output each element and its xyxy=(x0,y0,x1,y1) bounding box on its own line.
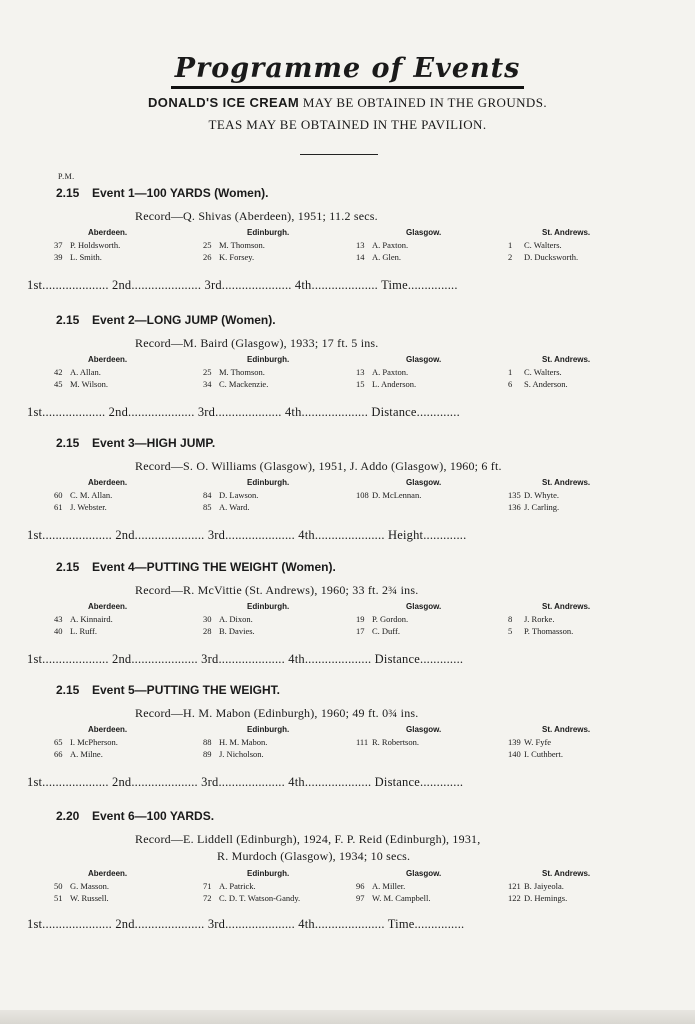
competitor-name: M. Thomson. xyxy=(219,367,265,377)
team-header: Edinburgh. xyxy=(247,869,290,878)
team-header: St. Andrews. xyxy=(542,725,591,734)
competitor-number: 17 xyxy=(356,626,365,636)
team-header: Edinburgh. xyxy=(247,725,290,734)
event-heading xyxy=(56,560,336,574)
event-record: Record—H. M. Mabon (Edinburgh), 1960; 49 ft. 0¾ ins. xyxy=(135,706,419,720)
event-time: 2.15 xyxy=(56,683,80,697)
event-time: 2.15 xyxy=(56,186,80,200)
competitor-name: I. Cuthbert. xyxy=(524,749,563,759)
competitor-number: 135 xyxy=(508,490,521,500)
competitor-number: 72 xyxy=(203,893,212,903)
competitor-number: 34 xyxy=(203,379,212,389)
notice-teas: TEAS MAY BE OBTAINED IN THE PAVILION. xyxy=(208,117,487,132)
event-time: 2.15 xyxy=(56,313,80,327)
competitor-entry xyxy=(203,378,289,390)
competitor-number: 140 xyxy=(508,749,521,759)
competitor-name: C. Walters. xyxy=(524,367,562,377)
competitor-entry xyxy=(508,625,590,637)
competitor-number: 97 xyxy=(356,893,365,903)
team-header: Aberdeen. xyxy=(88,228,128,237)
competitor-entry xyxy=(54,613,127,625)
team-column-glasgow xyxy=(356,228,441,263)
team-header: Edinburgh. xyxy=(247,228,290,237)
competitor-entry xyxy=(54,625,127,637)
competitor-entry xyxy=(356,489,441,501)
team-column-aberdeen xyxy=(54,869,127,904)
competitor-entry xyxy=(203,736,289,748)
competitor-name: A. Allan. xyxy=(70,367,101,377)
team-column-aberdeen xyxy=(54,725,127,760)
competitor-number: 108 xyxy=(356,490,369,500)
team-column-glasgow xyxy=(356,869,441,904)
team-column-aberdeen xyxy=(54,602,127,637)
team-header: Aberdeen. xyxy=(88,355,128,364)
notice-ice-cream-brand: DONALD'S ICE CREAM xyxy=(148,95,300,110)
team-column-edinburgh xyxy=(203,355,289,390)
competitor-entry xyxy=(508,736,590,748)
competitor-entry xyxy=(508,613,590,625)
competitor-name: C. M. Allan. xyxy=(70,490,113,500)
competitor-entry xyxy=(54,736,127,748)
competitor-number: 1 xyxy=(508,367,513,377)
competitor-entry xyxy=(508,892,590,904)
competitor-name: D. Hemings. xyxy=(524,893,568,903)
competitor-number: 65 xyxy=(54,737,63,747)
competitor-entry xyxy=(508,366,590,378)
team-header: St. Andrews. xyxy=(542,478,591,487)
page-edge xyxy=(0,1010,695,1024)
competitor-number: 111 xyxy=(356,737,369,747)
competitor-entry xyxy=(356,239,441,251)
competitor-number: 5 xyxy=(508,626,513,636)
event-record-continued: R. Murdoch (Glasgow), 1934; 10 secs. xyxy=(217,849,411,863)
competitor-number: 42 xyxy=(54,367,63,377)
competitor-number: 40 xyxy=(54,626,63,636)
competitor-entry xyxy=(356,366,441,378)
event-heading xyxy=(56,809,214,823)
competitor-name: D. Lawson. xyxy=(219,490,259,500)
competitor-name: W. Fyfe xyxy=(524,737,552,747)
competitor-name: B. Davies. xyxy=(219,626,255,636)
competitor-entry xyxy=(356,625,441,637)
team-column-aberdeen xyxy=(54,355,127,390)
results-line: 1st.................... 2nd..................... 3rd..................... 4th.................... Time............... xyxy=(27,278,458,292)
competitor-name: D. Whyte. xyxy=(524,490,560,500)
competitor-entry xyxy=(54,366,127,378)
team-column-glasgow xyxy=(356,355,441,390)
title-block xyxy=(0,54,695,89)
results-line: 1st................... 2nd.................... 3rd.................... 4th.................... Distance............. xyxy=(27,405,460,419)
competitor-name: M. Wilson. xyxy=(70,379,108,389)
competitor-entry xyxy=(356,613,441,625)
competitor-name: A. Paxton. xyxy=(372,367,409,377)
notice-ice-cream-text: MAY BE OBTAINED IN THE GROUNDS. xyxy=(302,95,547,110)
competitor-name: A. Kinnaird. xyxy=(70,614,113,624)
team-header: Glasgow. xyxy=(406,355,442,364)
team-header: Glasgow. xyxy=(406,869,442,878)
competitor-name: L. Smith. xyxy=(70,252,102,262)
competitor-number: 51 xyxy=(54,893,63,903)
team-column-edinburgh xyxy=(203,869,300,904)
competitor-number: 60 xyxy=(54,490,63,500)
event-title: Event 5—PUTTING THE WEIGHT. xyxy=(92,683,281,697)
competitor-entry xyxy=(54,239,127,251)
competitor-name: A. Patrick. xyxy=(219,881,256,891)
competitor-entry xyxy=(356,378,441,390)
results-line: 1st.................... 2nd.................... 3rd.................... 4th.................... Distance............. xyxy=(27,652,464,666)
competitor-number: 6 xyxy=(508,379,513,389)
competitor-name: L. Ruff. xyxy=(70,626,97,636)
results-line: 1st..................... 2nd..................... 3rd..................... 4th..................... Time............... xyxy=(27,917,465,931)
competitor-number: 19 xyxy=(356,614,365,624)
team-column-st-andrews xyxy=(508,355,590,390)
team-header: Aberdeen. xyxy=(88,725,128,734)
team-header: St. Andrews. xyxy=(542,355,591,364)
competitor-name: R. Robertson. xyxy=(372,737,419,747)
competitor-number: 88 xyxy=(203,737,212,747)
competitor-name: P. Holdsworth. xyxy=(70,240,121,250)
competitor-number: 50 xyxy=(54,881,63,891)
results-line: 1st.................... 2nd.................... 3rd.................... 4th.................... Distance............. xyxy=(27,775,464,789)
competitor-entry xyxy=(203,251,289,263)
competitor-entry xyxy=(508,239,590,251)
competitor-name: C. Mackenzie. xyxy=(219,379,269,389)
competitor-number: 13 xyxy=(356,240,365,250)
competitor-number: 25 xyxy=(203,240,212,250)
competitor-entry xyxy=(203,239,289,251)
competitor-entry xyxy=(54,251,127,263)
competitor-name: A. Miller. xyxy=(372,881,406,891)
divider xyxy=(300,154,378,155)
competitor-number: 136 xyxy=(508,502,521,512)
team-column-edinburgh xyxy=(203,228,289,263)
competitor-name: L. Anderson. xyxy=(372,379,417,389)
team-column-st-andrews xyxy=(508,869,590,904)
competitor-number: 61 xyxy=(54,502,63,512)
competitor-name: A. Milne. xyxy=(70,749,103,759)
event-title: Event 4—PUTTING THE WEIGHT (Women). xyxy=(92,560,336,574)
competitor-entry xyxy=(203,625,289,637)
competitor-number: 96 xyxy=(356,881,365,891)
competitor-name: J. Nicholson. xyxy=(219,749,264,759)
competitor-name: B. Jaiyeola. xyxy=(524,881,564,891)
competitor-name: D. McLennan. xyxy=(372,490,422,500)
competitor-entry xyxy=(356,892,441,904)
competitor-name: J. Rorke. xyxy=(524,614,555,624)
team-column-edinburgh xyxy=(203,602,289,637)
competitor-number: 85 xyxy=(203,502,212,512)
event-heading xyxy=(56,436,215,450)
team-column-st-andrews xyxy=(508,228,590,263)
competitor-number: 121 xyxy=(508,881,521,891)
team-header: St. Andrews. xyxy=(542,228,591,237)
competitor-entry xyxy=(356,251,441,263)
event-time: 2.15 xyxy=(56,436,80,450)
competitor-entry xyxy=(508,251,590,263)
competitor-name: A. Dixon. xyxy=(219,614,253,624)
team-column-edinburgh xyxy=(203,478,289,513)
competitor-entry xyxy=(54,748,127,760)
competitor-entry xyxy=(203,880,300,892)
event-title: Event 1—100 YARDS (Women). xyxy=(92,186,269,200)
notice-ice-cream xyxy=(0,95,695,111)
competitor-name: K. Forsey. xyxy=(219,252,255,262)
competitor-entry xyxy=(508,378,590,390)
competitor-number: 14 xyxy=(356,252,365,262)
event-record: Record—S. O. Williams (Glasgow), 1951, J. Addo (Glasgow), 1960; 6 ft. xyxy=(135,459,502,473)
team-header: Glasgow. xyxy=(406,478,442,487)
competitor-number: 122 xyxy=(508,893,521,903)
event-heading xyxy=(56,313,276,327)
event-title: Event 3—HIGH JUMP. xyxy=(92,436,216,450)
competitor-name: A. Paxton. xyxy=(372,240,409,250)
competitor-name: A. Glen. xyxy=(372,252,402,262)
competitor-name: C. D. T. Watson-Gandy. xyxy=(219,893,301,903)
competitor-number: 26 xyxy=(203,252,212,262)
team-header: Glasgow. xyxy=(406,228,442,237)
competitor-name: D. Ducksworth. xyxy=(524,252,579,262)
event-record: Record—Q. Shivas (Aberdeen), 1951; 11.2 secs. xyxy=(135,209,378,223)
competitor-entry xyxy=(54,501,127,513)
team-column-st-andrews xyxy=(508,478,590,513)
team-column-aberdeen xyxy=(54,478,127,513)
team-header: Edinburgh. xyxy=(247,478,290,487)
competitor-name: C. Duff. xyxy=(372,626,400,636)
competitor-name: J. Carling. xyxy=(524,502,560,512)
competitor-name: P. Thomasson. xyxy=(524,626,574,636)
competitor-name: W. M. Campbell. xyxy=(372,893,431,903)
competitor-number: 66 xyxy=(54,749,63,759)
competitor-entry xyxy=(203,501,289,513)
event-title: Event 6—100 YARDS. xyxy=(92,809,215,823)
competitor-name: S. Anderson. xyxy=(524,379,568,389)
competitor-number: 2 xyxy=(508,252,513,262)
competitor-name: C. Walters. xyxy=(524,240,562,250)
competitor-number: 28 xyxy=(203,626,212,636)
team-column-st-andrews xyxy=(508,725,590,760)
competitor-entry xyxy=(508,501,590,513)
competitor-entry xyxy=(356,736,441,748)
competitor-number: 71 xyxy=(203,881,212,891)
pm-label: P.M. xyxy=(58,172,75,181)
competitor-number: 37 xyxy=(54,240,63,250)
competitor-entry xyxy=(203,489,289,501)
team-column-st-andrews xyxy=(508,602,590,637)
team-header: Aberdeen. xyxy=(88,602,128,611)
competitor-number: 25 xyxy=(203,367,212,377)
competitor-name: I. McPherson. xyxy=(70,737,118,747)
team-header: St. Andrews. xyxy=(542,602,591,611)
competitor-name: M. Thomson. xyxy=(219,240,265,250)
page-title: Programme of Events xyxy=(171,54,525,89)
competitor-entry xyxy=(203,892,300,904)
competitor-entry xyxy=(54,880,127,892)
team-column-glasgow xyxy=(356,478,441,501)
competitor-number: 8 xyxy=(508,614,513,624)
event-time: 2.15 xyxy=(56,560,80,574)
competitor-entry xyxy=(203,748,289,760)
event-time: 2.20 xyxy=(56,809,80,823)
competitor-name: W. Russell. xyxy=(70,893,109,903)
event-record: Record—E. Liddell (Edinburgh), 1924, F. P. Reid (Edinburgh), 1931, xyxy=(135,832,481,846)
competitor-number: 139 xyxy=(508,737,521,747)
competitor-number: 84 xyxy=(203,490,212,500)
team-column-glasgow xyxy=(356,602,441,637)
competitor-number: 30 xyxy=(203,614,212,624)
competitor-entry xyxy=(54,489,127,501)
competitor-entry xyxy=(508,748,590,760)
event-title: Event 2—LONG JUMP (Women). xyxy=(92,313,276,327)
competitor-number: 15 xyxy=(356,379,365,389)
team-header: St. Andrews. xyxy=(542,869,591,878)
event-heading xyxy=(56,683,280,697)
competitor-entry xyxy=(203,366,289,378)
competitor-name: J. Webster. xyxy=(70,502,107,512)
team-header: Edinburgh. xyxy=(247,602,290,611)
competitor-entry xyxy=(508,880,590,892)
competitor-name: G. Masson. xyxy=(70,881,109,891)
competitor-entry xyxy=(54,892,127,904)
event-record: Record—M. Baird (Glasgow), 1933; 17 ft. 5 ins. xyxy=(135,336,379,350)
team-column-edinburgh xyxy=(203,725,289,760)
team-column-aberdeen xyxy=(54,228,127,263)
team-header: Aberdeen. xyxy=(88,478,128,487)
team-header: Edinburgh. xyxy=(247,355,290,364)
competitor-number: 13 xyxy=(356,367,365,377)
competitor-number: 1 xyxy=(508,240,513,250)
competitor-entry xyxy=(203,613,289,625)
competitor-number: 43 xyxy=(54,614,63,624)
team-header: Glasgow. xyxy=(406,725,442,734)
team-header: Glasgow. xyxy=(406,602,442,611)
team-header: Aberdeen. xyxy=(88,869,128,878)
event-record: Record—R. McVittie (St. Andrews), 1960; 33 ft. 2¾ ins. xyxy=(135,583,419,597)
competitor-entry xyxy=(356,880,441,892)
competitor-number: 89 xyxy=(203,749,212,759)
competitor-entry xyxy=(508,489,590,501)
competitor-name: H. M. Mabon. xyxy=(219,737,268,747)
competitor-entry xyxy=(54,378,127,390)
competitor-number: 45 xyxy=(54,379,63,389)
competitor-name: P. Gordon. xyxy=(372,614,409,624)
event-heading xyxy=(56,186,269,200)
results-line: 1st..................... 2nd..................... 3rd..................... 4th..................... Height............. xyxy=(27,528,467,542)
competitor-number: 39 xyxy=(54,252,63,262)
competitor-name: A. Ward. xyxy=(219,502,250,512)
team-column-glasgow xyxy=(356,725,441,748)
